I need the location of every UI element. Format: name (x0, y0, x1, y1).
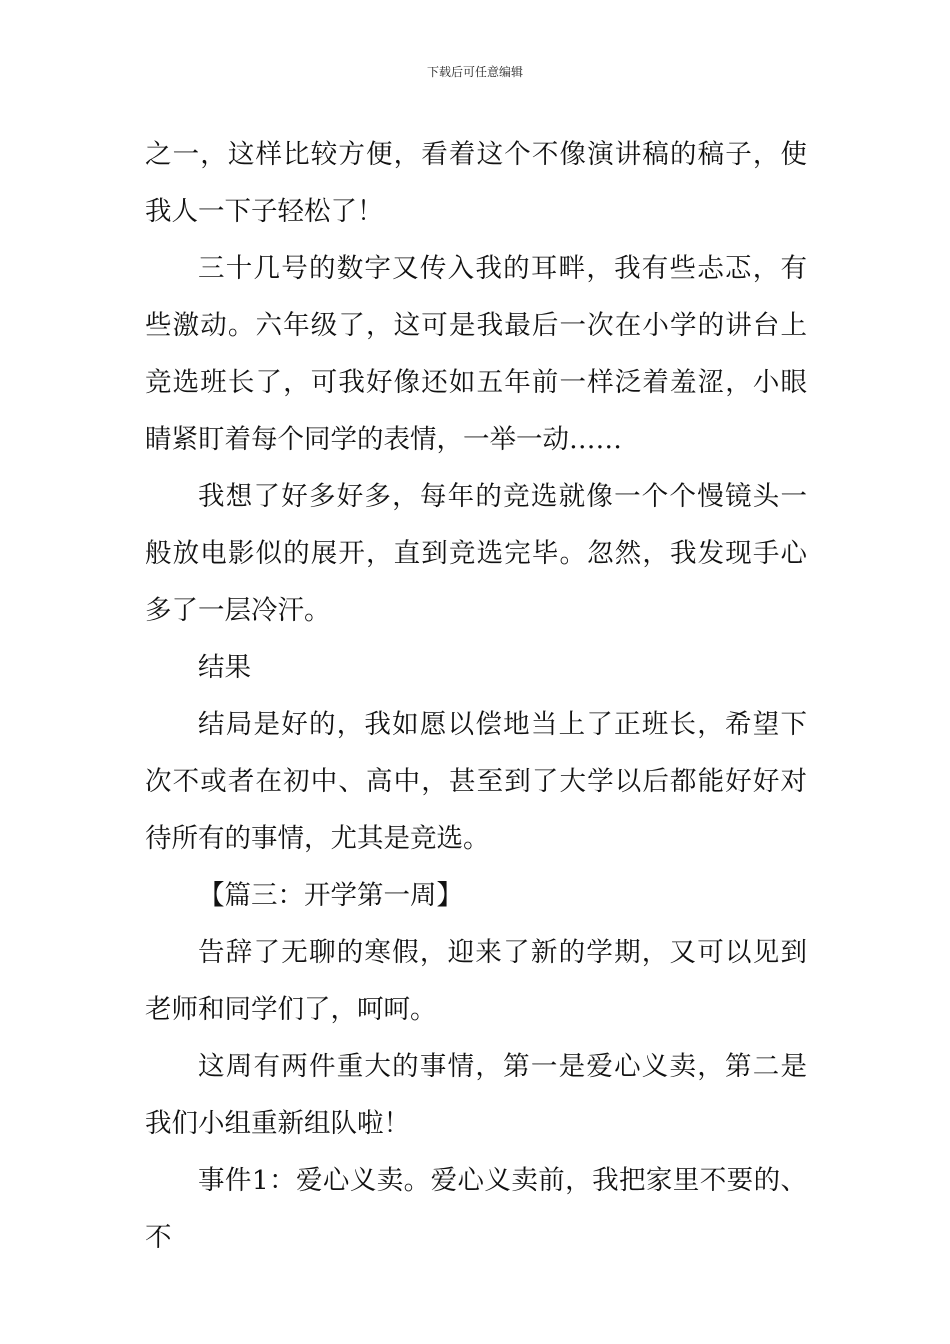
section-heading-chapter-three: 【篇三：开学第一周】 (198, 880, 463, 911)
paragraph-6: 这周有两件重大的事情，第一是爱心义卖，第二是我们小组重新组队啦！ (145, 1051, 807, 1139)
paragraph-1: 之一，这样比较方便，看着这个不像演讲稿的稿子，使我人一下子轻松了！ (145, 139, 807, 227)
page-header: 下载后可任意编辑 (426, 65, 523, 79)
section-heading-result: 结果 (198, 652, 251, 683)
document-body (145, 126, 807, 1266)
paragraph-2: 三十几号的数字又传入我的耳畔，我有些忐忑，有些激动。六年级了，这可是我最后一次在小学的讲台上竞选班长了，可我好像还如五年前一样泛着羞涩，小眼睛紧盯着每个同学的表情，一举一动…… (145, 253, 807, 455)
paragraph-4: 结局是好的，我如愿以偿地当上了正班长，希望下次不或者在初中、高中，甚至到了大学以后都能好好对待所有的事情，尤其是竞选。 (145, 709, 807, 854)
paragraph-7: 事件1：爱心义卖。爱心义卖前，我把家里不要的、不 (145, 1165, 807, 1253)
paragraph-5: 告辞了无聊的寒假，迎来了新的学期，又可以见到老师和同学们了，呵呵。 (145, 937, 807, 1025)
paragraph-3: 我想了好多好多，每年的竞选就像一个个慢镜头一般放电影似的展开，直到竞选完毕。忽然，我发现手心多了一层冷汗。 (145, 481, 807, 626)
